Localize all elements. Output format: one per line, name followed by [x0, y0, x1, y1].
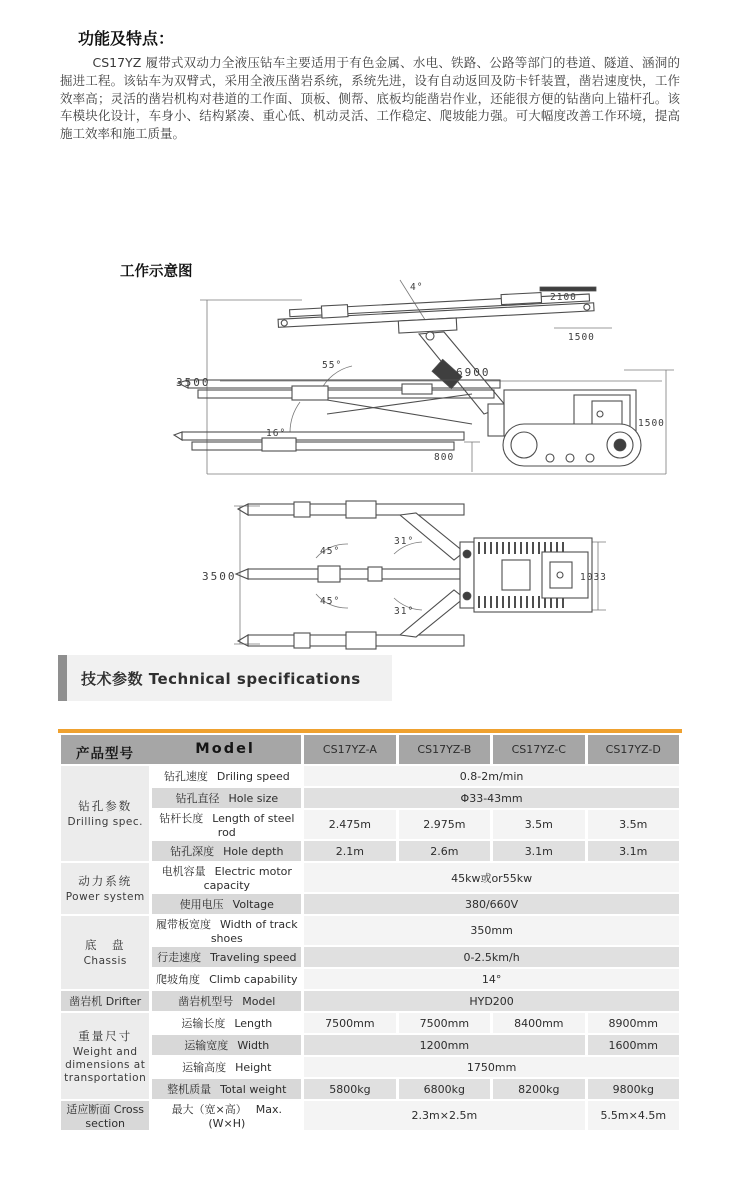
parameter-cell: 钻孔直径 Hole size: [152, 788, 301, 808]
parameter-cell: 钻孔深度 Hole depth: [152, 841, 301, 861]
table-row: [61, 1079, 679, 1099]
parameter-cell: 凿岩机型号 Model: [152, 991, 301, 1011]
group-cell: 动力系统 Power system: [61, 863, 149, 914]
parameter-cell: 履带板宽度 Width of track shoes: [152, 916, 301, 945]
parameter-cell: 整机质量 Total weight: [152, 1079, 301, 1099]
top-view-diagram: [198, 492, 620, 660]
value-cell: 0.8-2m/min: [304, 766, 679, 786]
angle-55: 55°: [322, 360, 343, 371]
table-row: [61, 1057, 679, 1077]
group-cell: 重量尺寸 Weight and dimensions at transportation: [61, 1013, 149, 1099]
parameter-cell: 行走速度 Traveling speed: [152, 947, 301, 967]
table-row: [61, 1013, 679, 1033]
value-cell: 0-2.5km/h: [304, 947, 679, 967]
value-cell: 2.3m×2.5m: [304, 1101, 584, 1130]
parameter-cell: 最大（宽×高） Max.(W×H): [152, 1101, 301, 1130]
product-model-label: 产品型号: [76, 746, 134, 762]
value-cell: 3.1m: [588, 841, 679, 861]
model-column-header: CS17YZ-D: [588, 735, 679, 764]
value-cell: 14°: [304, 969, 679, 989]
dim-ext-1500: 1500: [568, 332, 595, 343]
parameter-cell: 运输宽度 Width: [152, 1035, 301, 1055]
group-cell: 适应断面 Cross section: [61, 1101, 149, 1130]
spec-table-section: [58, 729, 682, 1132]
value-cell: 2.1m: [304, 841, 395, 861]
value-cell: HYD200: [304, 991, 679, 1011]
angle-45-down: 45°: [320, 596, 341, 607]
table-row: [61, 916, 679, 945]
value-cell: 2.475m: [304, 810, 395, 839]
value-cell: 45kw或or55kw: [304, 863, 679, 892]
angle-4: 4°: [410, 282, 424, 293]
table-row: [61, 863, 679, 892]
value-cell: 2.6m: [399, 841, 490, 861]
dim-track-1033: 1033: [580, 572, 607, 583]
value-cell: 1200mm: [304, 1035, 584, 1055]
group-cell: 钻孔参数 Drilling spec.: [61, 766, 149, 861]
parameter-cell: 钻杆长度 Length of steel rod: [152, 810, 301, 839]
value-cell: 7500mm: [304, 1013, 395, 1033]
hatch-mark: [540, 287, 596, 291]
value-cell: 350mm: [304, 916, 679, 945]
features-paragraph: CS17YZ 履带式双动力全液压钻车主要适用于有色金属、水电、铁路、公路等部门的巷道、隧道、涵洞的掘进工程。该钻车为双臂式，采用全液压凿岩系统，系统先进，设有自动返回及防卡钎装置，凿岩速度快，工作效率高；灵活的凿岩机构对巷道的工作面、顶板、侧帮、底板均能凿岩作业，还能很方便的钻凿向上锚杆孔。该车模块化设计，车身小、结构紧凑、重心低、机动灵活、工作稳定、爬坡能力强。可大幅度改善工作环境，提高施工效率和施工质量。: [60, 55, 680, 142]
parameter-cell: 电机容量 Electric motor capacity: [152, 863, 301, 892]
spec-table: [58, 733, 682, 1132]
value-cell: 8200kg: [493, 1079, 584, 1099]
value-cell: 380/660V: [304, 894, 679, 914]
table-row: [61, 1035, 679, 1055]
value-cell: 7500mm: [399, 1013, 490, 1033]
parameter-cell: 钻孔速度 Driling speed: [152, 766, 301, 786]
angle-16: 16°: [266, 428, 287, 439]
value-cell: 5800kg: [304, 1079, 395, 1099]
working-diagram-title: 工作示意图: [120, 264, 193, 280]
model-column-header: CS17YZ-C: [493, 735, 584, 764]
value-cell: 2.975m: [399, 810, 490, 839]
table-row: [61, 991, 679, 1011]
model-column-header: CS17YZ-A: [304, 735, 395, 764]
dim-width-6900: 6900: [456, 366, 491, 379]
dim-height-3500: 3500: [176, 376, 211, 389]
group-cell: 底 盘 Chassis: [61, 916, 149, 989]
angle-31-down: 31°: [394, 606, 415, 617]
dim-feed-2100: 2100: [550, 292, 577, 303]
side-view-diagram: [172, 274, 694, 486]
value-cell: 1600mm: [588, 1035, 679, 1055]
value-cell: 8900mm: [588, 1013, 679, 1033]
side-rig-art: [174, 290, 641, 466]
table-row: [61, 1101, 679, 1130]
value-cell: Φ33-43mm: [304, 788, 679, 808]
value-cell: 3.5m: [588, 810, 679, 839]
parameter-cell: 爬坡角度 Climb capability: [152, 969, 301, 989]
angle-31-up: 31°: [394, 536, 415, 547]
tech-spec-title: 技术参数 Technical specifications: [81, 669, 361, 688]
value-cell: 9800kg: [588, 1079, 679, 1099]
table-row: [61, 947, 679, 967]
table-row: [61, 788, 679, 808]
value-cell: 6800kg: [399, 1079, 490, 1099]
table-row: [61, 810, 679, 839]
table-row: [61, 894, 679, 914]
tech-spec-header: [58, 655, 392, 701]
table-row: [61, 969, 679, 989]
spec-table-body: [61, 766, 679, 1130]
value-cell: 5.5m×4.5m: [588, 1101, 679, 1130]
table-row: [61, 841, 679, 861]
value-cell: 3.5m: [493, 810, 584, 839]
header-accent-bar: [58, 655, 67, 701]
group-cell: 凿岩机 Drifter: [61, 991, 149, 1011]
angle-45-up: 45°: [320, 546, 341, 557]
model-header-label: [61, 735, 301, 764]
model-label: Model: [195, 741, 255, 757]
dim-ground-800: 800: [434, 452, 455, 463]
model-column-header: CS17YZ-B: [399, 735, 490, 764]
features-title: 功能及特点：: [78, 29, 175, 48]
value-cell: 1750mm: [304, 1057, 679, 1077]
dim-span-3500: 3500: [202, 570, 237, 583]
parameter-cell: 使用电压 Voltage: [152, 894, 301, 914]
table-row: [61, 766, 679, 786]
value-cell: 8400mm: [493, 1013, 584, 1033]
dim-body-1500: 1500: [638, 418, 665, 429]
parameter-cell: 运输高度 Height: [152, 1057, 301, 1077]
spec-table-head: [61, 735, 679, 764]
top-rig-art: [236, 501, 592, 649]
value-cell: 3.1m: [493, 841, 584, 861]
parameter-cell: 运输长度 Length: [152, 1013, 301, 1033]
